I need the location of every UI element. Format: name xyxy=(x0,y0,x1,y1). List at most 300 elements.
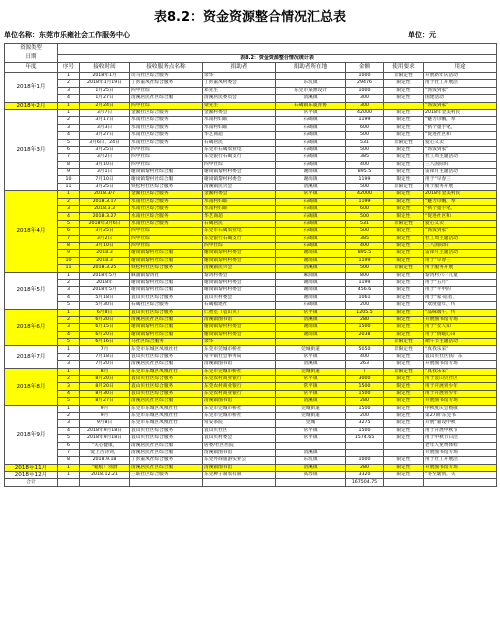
table-cell xyxy=(80,479,130,487)
table-cell: 谢岗镇黎村社综合服 xyxy=(130,176,203,183)
table-cell: 爱心义卖 xyxy=(424,139,497,146)
table-row xyxy=(5,398,497,405)
table-cell: 谢岗镇 xyxy=(276,176,346,183)
table-cell: “魅力巾帼，奉 xyxy=(424,117,497,124)
table-cell: 东莞外商旅游实业公 xyxy=(203,457,276,464)
table-cell: 清溪居民社区综合服 xyxy=(130,449,203,456)
table-cell: 谢岗镇黎村社综合服 xyxy=(130,257,203,264)
table-cell: 东莞市某源设计 xyxy=(276,87,346,94)
table-cell: 限定性 xyxy=(384,228,424,235)
table-row xyxy=(5,109,497,116)
table-cell: 丁彭董凤村委会 xyxy=(203,80,276,87)
table-cell: 限定性 xyxy=(384,353,424,360)
table-cell: 9月 xyxy=(80,405,130,412)
table-cell: 200 xyxy=(346,412,384,419)
table-cell: 2018.3 xyxy=(80,257,130,264)
table-cell: 1500 xyxy=(346,405,384,412)
table-cell: 东莞市东城区凤凰社社 xyxy=(130,368,203,375)
table-cell: 限定性 xyxy=(384,124,424,131)
table-cell: 3 xyxy=(58,206,80,213)
table-cell: 限定性 xyxy=(384,117,424,124)
table-cell: 用于“早春三 xyxy=(424,257,497,264)
table-cell: 开展图书馆专场 xyxy=(424,316,497,323)
table-cell: 三联社区综合服务 xyxy=(130,472,203,479)
table-cell: 4 xyxy=(58,95,80,102)
table-cell: 2018年金美村民 xyxy=(424,109,497,116)
table-cell: 600 xyxy=(346,124,384,131)
table-cell: 3月1日 xyxy=(80,169,130,176)
table-cell: 清溪镇 xyxy=(276,449,346,456)
table-cell: 清溪镇 xyxy=(276,265,346,272)
table-cell: 东莞市东城区凤凰社社 xyxy=(130,420,203,427)
table-cell: 3月10日 xyxy=(80,161,130,168)
table-cell: 金鳌社区综合服务 xyxy=(130,109,203,116)
table-cell: 石碣镇 xyxy=(276,302,346,309)
table-cell: 6月8日 xyxy=(80,309,130,316)
table-row xyxy=(5,124,497,131)
table-cell: 2 xyxy=(58,279,80,286)
table-cell: 1574.65 xyxy=(346,435,384,442)
table-cell: 谢岗镇 xyxy=(276,294,346,301)
table-row xyxy=(5,73,497,80)
table-row xyxy=(5,250,497,257)
table-cell: 开展图书馆专场 xyxy=(424,464,497,471)
table-cell: 常平镇 xyxy=(276,191,346,198)
table-row xyxy=(5,139,497,146)
table-cell: 谢岗镇黎村社综合服 xyxy=(130,324,203,331)
table-cell: 2018年5月 xyxy=(80,287,130,294)
table-cell: 1199 xyxy=(346,117,384,124)
total-row xyxy=(5,479,497,487)
table-cell: 2018.3.27 xyxy=(80,213,130,220)
table-cell: 3月3日 xyxy=(80,124,130,131)
table-cell: 清溪居民社区综合服 xyxy=(130,361,203,368)
table-cell: 1 xyxy=(58,73,80,80)
table-cell: 1205.5 xyxy=(346,309,384,316)
column-header-year: 年度 xyxy=(5,63,58,73)
table-cell: 水南村妇联 xyxy=(203,206,276,213)
table-cell: 9 xyxy=(58,169,80,176)
table-cell: 水南社区综合服务 xyxy=(130,117,203,124)
table-cell: 东莞市莞城市桥社 xyxy=(203,405,276,412)
table-cell: 东莞市东城区凤凰社社 xyxy=(130,405,203,412)
table-cell: 300 xyxy=(346,95,384,102)
table-cell xyxy=(276,479,346,487)
table-row xyxy=(5,176,497,183)
table-row xyxy=(5,405,497,412)
table-row xyxy=(5,346,497,353)
table-row xyxy=(5,316,497,323)
table-row xyxy=(5,213,497,220)
table-cell: 1月25日 xyxy=(80,87,130,94)
table-cell: 2018.3.3 xyxy=(80,206,130,213)
table-cell: 丁彭董凤社综合服务 xyxy=(130,80,203,87)
table-cell: 1199 xyxy=(346,279,384,286)
table-cell: 895.5 xyxy=(346,250,384,257)
corner-header xyxy=(5,44,58,63)
table-cell: 2018年金美村民 xyxy=(424,191,497,198)
table-cell: “鬆痕！别潜 xyxy=(80,464,130,471)
table-cell: 500 xyxy=(346,228,384,235)
table-cell: 铁松村社区综合服务 xyxy=(130,183,203,190)
table-cell xyxy=(130,479,203,487)
table-cell xyxy=(384,442,424,449)
table-cell: 社工周主题活动 xyxy=(424,154,497,161)
table-cell: 东莞种子制农有限 xyxy=(203,472,276,479)
table-cell: 莞城街道 xyxy=(276,405,346,412)
table-cell: 4 xyxy=(58,331,80,338)
table-cell: 石碣镇 xyxy=(276,146,346,153)
table-cell: 4 xyxy=(58,427,80,434)
table-cell: 用于“情暖心田 xyxy=(424,331,497,338)
table-cell: 限定性 xyxy=(384,435,424,442)
table-cell: 谢岗镇黎村社综合服 xyxy=(130,250,203,257)
table-cell: 清溪镇图书馆 xyxy=(203,464,276,471)
table-row xyxy=(5,309,497,316)
table-cell: 7 xyxy=(58,154,80,161)
table-cell: 2018年1月 xyxy=(80,73,130,80)
table-cell: 梁先生 xyxy=(203,102,276,109)
table-cell: 7月18日 xyxy=(80,353,130,360)
table-cell: 四甲社综 xyxy=(130,228,203,235)
table-cell: 3 xyxy=(58,420,80,427)
table-cell: 常安茶院 xyxy=(203,420,276,427)
table-cell: 1500 xyxy=(346,324,384,331)
table-cell: 三八国际妇 xyxy=(424,242,497,249)
table-cell: 1000 xyxy=(346,457,384,464)
table-cell: 莞城街道 xyxy=(276,412,346,419)
table-row xyxy=(5,161,497,168)
month-cell: 2018年4月 xyxy=(5,191,58,272)
table-cell: 四甲社综 xyxy=(130,146,203,153)
table-cell: 袁山贝社区综合服务 xyxy=(130,353,203,360)
table-cell xyxy=(346,339,384,346)
table-cell: 四甲社综 xyxy=(130,242,203,249)
table-row xyxy=(5,242,497,249)
table-cell: 谢岗镇 xyxy=(276,250,346,257)
table-cell: 限定性 xyxy=(384,87,424,94)
table-row xyxy=(5,87,497,94)
table-cell: 谢岗镇黎村村委会 xyxy=(203,257,276,264)
table-cell: “汤饭到家” xyxy=(424,146,497,153)
table-cell: “真我乐采” xyxy=(424,346,497,353)
table-row xyxy=(5,117,497,124)
table-cell: 限定性 xyxy=(384,191,424,198)
table-cell: 2 xyxy=(58,353,80,360)
table-cell: 石碣镇 xyxy=(276,132,346,139)
table-cell: 3320 xyxy=(346,472,384,479)
table-row xyxy=(5,449,497,456)
table-cell: 石碣镇 xyxy=(276,154,346,161)
table-cell: 1 xyxy=(58,272,80,279)
table-cell: 9月 xyxy=(80,412,130,419)
table-cell: 清溪居民社区综合服 xyxy=(130,464,203,471)
table-cell: 非限定性 xyxy=(384,139,424,146)
table-cell: 国建活动 xyxy=(424,95,497,102)
table-cell: 2018年3月6日 xyxy=(80,220,130,227)
table-cell: 袁山贝社区 xyxy=(203,427,276,434)
table-row xyxy=(5,361,497,368)
table-cell: 1 xyxy=(58,309,80,316)
table-cell: 谢岗镇 xyxy=(276,287,346,294)
total-amount: 167504.75 xyxy=(346,479,384,487)
table-cell: 谢岗镇黎村社综合服 xyxy=(130,279,203,286)
column-header: 捐助者 xyxy=(203,63,276,73)
table-cell: 清溪居民委员会 xyxy=(203,95,276,102)
table-cell: 500 xyxy=(346,265,384,272)
table-cell: 3月27日 xyxy=(80,132,130,139)
table-cell: 限定性 xyxy=(384,420,424,427)
table-cell: 用于服务开展 xyxy=(424,183,497,190)
page-title: 表8.2：资金资源整合情况汇总表 xyxy=(153,10,347,25)
table-cell: 4 xyxy=(58,213,80,220)
table-cell: 2 xyxy=(58,198,80,205)
table-cell: 四甲社综 xyxy=(130,161,203,168)
table-cell: 限定性 xyxy=(384,361,424,368)
table-cell: 谢岗镇黎村村委会 xyxy=(203,279,276,286)
table-cell: 非限定性 xyxy=(384,368,424,375)
table-cell: 3月25日 xyxy=(80,228,130,235)
table-row xyxy=(5,420,497,427)
table-cell: 7月 xyxy=(80,346,130,353)
table-cell: 1 xyxy=(58,464,80,471)
table-cell: 司马社区综合服务 xyxy=(130,73,203,80)
table-cell: “促进社区和 xyxy=(424,213,497,220)
table-row xyxy=(5,383,497,390)
table-cell: 3月2日 xyxy=(80,235,130,242)
table-cell: 5 xyxy=(58,435,80,442)
table-cell: 限定性 xyxy=(384,272,424,279)
table-cell: 2018.3 xyxy=(80,250,130,257)
table-cell: 谢岗镇 xyxy=(276,279,346,286)
table-row xyxy=(5,132,497,139)
table-cell: 3月6日、24日 xyxy=(80,139,130,146)
table-cell: 限定性 xyxy=(384,169,424,176)
table-row xyxy=(5,279,497,286)
table-cell: 石碣居民 xyxy=(203,220,276,227)
table-cell: 黎湾村六一儿童 xyxy=(424,272,497,279)
table-cell: 清溪镇图书馆 xyxy=(203,361,276,368)
table-cell: 东莞市莞城市桥社 xyxy=(203,368,276,375)
table-cell: 3275 xyxy=(346,420,384,427)
table-cell: 水南村妇联 xyxy=(203,117,276,124)
table-cell: 莞城 xyxy=(276,420,346,427)
table-cell: 东莞市莞城市桥社 xyxy=(203,346,276,353)
table-cell: 300 xyxy=(346,102,384,109)
table-row xyxy=(5,442,497,449)
table-cell: 石碣镇 xyxy=(276,213,346,220)
table-cell: 东坑镇 xyxy=(276,457,346,464)
table-cell: 高埗镇 xyxy=(276,472,346,479)
table-cell: 263 xyxy=(346,361,384,368)
table-cell: 11 xyxy=(58,183,80,190)
table-cell: 1500 xyxy=(346,427,384,434)
table-cell: 石碣镇 xyxy=(276,161,346,168)
table-cell: 280 xyxy=(346,464,384,471)
table-cell: 东莞农村商业银行 xyxy=(203,376,276,383)
table-cell: 石碣镇 xyxy=(276,139,346,146)
table-row xyxy=(5,102,497,109)
table-cell: 居委/社区医院 xyxy=(203,442,276,449)
table-cell: 开展图书馆专场 xyxy=(424,398,497,405)
table-cell: 石碣镇 xyxy=(276,235,346,242)
table-cell: 常平镇 xyxy=(276,309,346,316)
unit-bar xyxy=(4,30,496,42)
table-cell: 8 xyxy=(58,457,80,464)
table-row xyxy=(5,376,497,383)
table-cell: 限定性 xyxy=(384,279,424,286)
table-row xyxy=(5,183,497,190)
table-row xyxy=(5,457,497,464)
table-cell: 用于“平中的 xyxy=(424,287,497,294)
table-cell: 1199 xyxy=(346,198,384,205)
column-header: 序号 xyxy=(58,63,80,73)
table-cell: 280 xyxy=(346,398,384,405)
table-cell: 谢岗镇黎村村委会 xyxy=(203,176,276,183)
table-row xyxy=(5,198,497,205)
table-cell: 1061 xyxy=(346,294,384,301)
header-row-type xyxy=(5,44,497,55)
table-cell: 袁山贝社区综合服务 xyxy=(130,383,203,390)
table-cell: 非限定性 xyxy=(384,183,424,190)
column-header: 接收服务点名称 xyxy=(130,63,203,73)
column-header: 使用要求 xyxy=(384,63,424,73)
table-cell: 8月27日 xyxy=(80,398,130,405)
table-cell: 常平镇 xyxy=(276,427,346,434)
table-cell: 限定性 xyxy=(384,80,424,87)
table-cell: 石碣镇 xyxy=(276,206,346,213)
table-cell: 东莞农村商业银行 xyxy=(203,390,276,397)
table-cell: 限定性 xyxy=(384,161,424,168)
table-cell: 水南社区综合服务 xyxy=(130,198,203,205)
table-cell: 丁彭董凤社综合服务 xyxy=(130,457,203,464)
table-cell: 6月20日 xyxy=(80,331,130,338)
table-cell: 限定性 xyxy=(384,412,424,419)
table-cell: 1500 xyxy=(346,390,384,397)
table-cell: 10 xyxy=(58,176,80,183)
table-cell: 东莞市石碣农业电 xyxy=(203,228,276,235)
currency-unit: 单位：元 xyxy=(408,31,436,39)
table-cell: 用于开展中秋节 xyxy=(424,427,497,434)
table-cell: 1199 xyxy=(346,257,384,264)
table-cell: 限定性 xyxy=(384,146,424,153)
table-cell: 石碣居民 xyxy=(203,139,276,146)
table-cell: 莞城街道 xyxy=(276,346,346,353)
table-cell: “关心健康， xyxy=(80,442,130,449)
table-cell: 仁智室（袁山贝） xyxy=(203,309,276,316)
table-cell: 袁山贝社区综合服务 xyxy=(130,390,203,397)
table-cell: 清溪镇 xyxy=(276,316,346,323)
table-cell: 非限定性 xyxy=(384,73,424,80)
table-cell: 800 xyxy=(346,272,384,279)
table-cell: 清溪镇图书馆 xyxy=(203,449,276,456)
table-cell: 6月15日 xyxy=(80,324,130,331)
table-cell: 石碣镇 xyxy=(276,228,346,235)
table-cell: 石碣镇 xyxy=(276,220,346,227)
table-cell: 清溪居民社区综合服 xyxy=(130,95,203,102)
table-cell xyxy=(58,479,80,487)
column-header: 金额 xyxy=(346,63,384,73)
table-cell: 水南村妇联 xyxy=(203,198,276,205)
table-cell: 铁松村社区综合服务 xyxy=(130,265,203,272)
table-cell: 1月27日 xyxy=(80,95,130,102)
table-cell: 东莞市东城区凤凰社社 xyxy=(130,346,203,353)
table-cell: “魅力巾帼，奉 xyxy=(424,198,497,205)
table-cell: “欢度童年，传 xyxy=(424,302,497,309)
table-cell: 水南村妇联 xyxy=(203,124,276,131)
table-cell: 3月17日 xyxy=(80,117,130,124)
table-cell xyxy=(346,449,384,456)
table-cell: 黎湾村委会 xyxy=(203,272,276,279)
table-cell: 袁山贝村委会 xyxy=(203,435,276,442)
table-cell xyxy=(276,339,346,346)
table-cell xyxy=(203,479,276,487)
table-cell: 谢岗镇 xyxy=(276,257,346,264)
table-cell: 雷锋月主题活动 xyxy=(424,169,497,176)
table-cell: 385 xyxy=(346,154,384,161)
table-cell: 400 xyxy=(346,353,384,360)
table-cell: 谢岗镇黎村村委会 xyxy=(203,287,276,294)
table-row xyxy=(5,206,497,213)
table-cell: 余华 xyxy=(203,339,276,346)
table-row xyxy=(5,353,497,360)
table-cell: 东莞银行石碣支行 xyxy=(203,235,276,242)
table-cell: 非限定性 xyxy=(384,220,424,227)
table-cell: 四甲社综 xyxy=(130,235,203,242)
table-cell: 第27期‘东莞书 xyxy=(424,412,497,419)
table-cell: 清溪居民社区综合服 xyxy=(130,398,203,405)
table-cell: 2018.9.18 xyxy=(80,457,130,464)
table-cell: “汤饭到家” xyxy=(424,102,497,109)
table-cell: 限定性 xyxy=(384,405,424,412)
table-cell: 2018年1月19日 xyxy=(80,80,130,87)
table-cell: 金鳌村委会 xyxy=(203,109,276,116)
table-cell: 麻涌镇 xyxy=(276,272,346,279)
table-row xyxy=(5,265,497,272)
table-cell: 8月 xyxy=(80,368,130,375)
column-header: 接收时间 xyxy=(80,63,130,73)
table-cell: 限定性 xyxy=(384,154,424,161)
table-row xyxy=(5,472,497,479)
table-cell: 谢岗镇黎村社综合服 xyxy=(130,169,203,176)
table-cell: 限定性 xyxy=(384,472,424,479)
table-cell: 5月30日 xyxy=(80,302,130,309)
table-row xyxy=(5,191,497,198)
table-cell: 四甲社综 xyxy=(203,242,276,249)
table-cell: 500 xyxy=(346,146,384,153)
table-cell: 8月30日 xyxy=(80,390,130,397)
table-cell: 东莞银行石碣支行 xyxy=(203,154,276,161)
table-cell: 清溪镇 xyxy=(276,464,346,471)
table-cell: 500 xyxy=(346,213,384,220)
table-cell: 石碣镇 xyxy=(276,242,346,249)
table-cell: 7月20日 xyxy=(80,361,130,368)
month-cell: 2018年7月 xyxy=(5,346,58,368)
table-cell: 6 xyxy=(58,442,80,449)
table-cell xyxy=(276,73,346,80)
table-cell: “品味端午，传 xyxy=(424,309,497,316)
table-cell: 531 xyxy=(346,139,384,146)
table-cell: 清溪镇图书馆 xyxy=(203,398,276,405)
table-cell: 袁山贝社区综合服务 xyxy=(130,427,203,434)
table-cell: 限定性 xyxy=(384,235,424,242)
table-row xyxy=(5,302,497,309)
table-cell: 8 xyxy=(58,242,80,249)
table-cell: 29476 xyxy=(346,80,384,87)
table-cell: 常平镇 xyxy=(276,435,346,442)
table-cell: 四甲社综 xyxy=(130,87,203,94)
table-row xyxy=(5,169,497,176)
